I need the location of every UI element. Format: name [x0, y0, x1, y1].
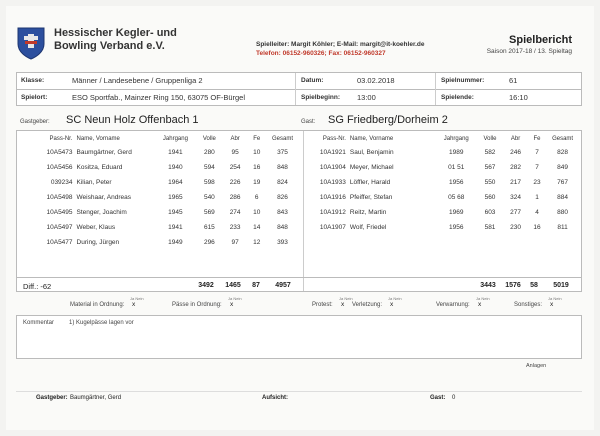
scores-box — [16, 130, 582, 292]
cell-gesamt: 811 — [557, 224, 568, 231]
spielort-label: Spielort: — [21, 94, 48, 101]
table-row — [21, 205, 299, 220]
org-name — [54, 27, 177, 53]
cell-gesamt: 393 — [277, 239, 288, 246]
col-name: Name, Vorname — [349, 136, 394, 142]
col-fe: Fe — [253, 136, 261, 142]
contact-line2: Telefon: 06152-960326; Fax: 06152-960327 — [256, 50, 386, 57]
col-jahrgang: Jahrgang — [443, 136, 469, 142]
check-label: Sonstiges: — [514, 302, 543, 308]
home-total-fe: 87 — [252, 282, 260, 289]
check-label: Pässe in Ordnung: — [172, 302, 222, 308]
home-team-name: SC Neun Holz Offenbach 1 — [66, 114, 199, 126]
cell-abr: 246 — [510, 149, 521, 156]
ja-nein-header: Ja Nein — [339, 296, 353, 301]
hkbv-logo-icon — [16, 26, 46, 60]
check-mark[interactable]: x — [478, 301, 482, 308]
table-row — [21, 160, 299, 175]
cell-jahrgang: 01 51 — [448, 164, 465, 171]
cell-passnr: 10A1904 — [319, 164, 346, 171]
cell-fe: 1 — [535, 194, 539, 201]
cell-volle: 615 — [203, 224, 215, 231]
cell-jahrgang: 1949 — [168, 239, 183, 246]
col-volle: Volle — [483, 136, 497, 142]
check-label: Verwarnung: — [436, 302, 470, 308]
cell-jahrgang: 1964 — [168, 179, 183, 186]
cell-jahrgang: 1940 — [168, 164, 183, 171]
org-name-line2: Bowling Verband e.V. — [54, 40, 165, 52]
klasse-value: Männer / Landesebene / Gruppenliga 2 — [72, 76, 203, 85]
check-mark[interactable]: x — [132, 301, 136, 308]
cell-name: Wolf, Friedel — [349, 224, 387, 231]
cell-passnr: 10A5498 — [46, 194, 73, 201]
spielnummer-value: 61 — [509, 76, 518, 85]
cell-abr: 233 — [229, 224, 241, 231]
cell-abr: 97 — [231, 239, 239, 246]
cell-name: During, Jürgen — [76, 239, 120, 246]
footer-gastgeber-value: Baumgärtner, Gerd — [70, 395, 122, 401]
cell-name: Löffler, Harald — [349, 179, 391, 186]
cell-gesamt: 884 — [557, 194, 569, 201]
cell-jahrgang: 1941 — [168, 224, 183, 231]
cell-jahrgang: 1989 — [449, 149, 464, 156]
cell-volle: 594 — [203, 164, 215, 171]
col-jahrgang: Jahrgang — [162, 136, 188, 142]
datum-label: Datum: — [301, 77, 324, 84]
home-player-table — [21, 133, 299, 250]
guest-team-name: SG Friedberg/Dorheim 2 — [328, 114, 448, 126]
col-passnr: Pass-Nr. — [49, 136, 73, 142]
cell-jahrgang: 1965 — [168, 194, 183, 201]
cell-gesamt: 375 — [277, 149, 288, 156]
check-mark[interactable]: x — [390, 301, 394, 308]
cell-gesamt: 828 — [557, 149, 569, 156]
cell-name: Kilian, Peter — [76, 179, 112, 186]
cell-passnr: 10A1907 — [319, 224, 346, 231]
cell-name: Reitz, Martin — [349, 209, 387, 216]
cell-volle: 569 — [203, 209, 215, 216]
cell-gesamt: 843 — [277, 209, 288, 216]
spielort-value: ESO Sportfab., Mainzer Ring 150, 63075 OF-Bürgel — [72, 93, 246, 102]
ja-nein-header: Ja Nein — [388, 296, 402, 301]
cell-volle: 540 — [203, 194, 215, 201]
col-passnr: Pass-Nr. — [322, 136, 346, 142]
cell-name: Baumgärtner, Gerd — [76, 149, 132, 156]
cell-abr: 282 — [510, 164, 521, 171]
cell-passnr: 10A1933 — [319, 179, 346, 186]
cell-abr: 274 — [229, 209, 241, 216]
check-mark[interactable]: x — [341, 301, 345, 308]
cell-volle: 582 — [484, 149, 496, 156]
cell-gesamt: 848 — [277, 224, 288, 231]
spielbeginn-label: Spielbeginn: — [301, 94, 340, 101]
ja-nein-header: Ja Nein — [228, 296, 242, 301]
cell-fe: 14 — [253, 224, 261, 231]
col-abr: Abr — [230, 136, 240, 142]
home-table-header — [21, 133, 299, 145]
cell-fe: 12 — [253, 239, 261, 246]
cell-passnr: 039234 — [50, 179, 73, 186]
cell-gesamt: 767 — [557, 179, 569, 186]
table-row — [307, 220, 579, 235]
cell-volle: 567 — [484, 164, 496, 171]
ja-nein-header: Ja Nein — [476, 296, 490, 301]
check-mark[interactable]: x — [550, 301, 554, 308]
col-gesamt: Gesamt — [552, 136, 574, 142]
cell-abr: 230 — [510, 224, 521, 231]
cell-passnr: 10A1912 — [319, 209, 346, 216]
cell-name: Pfeiffer, Stefan — [349, 194, 393, 201]
footer-gastgeber-label: Gastgeber: — [36, 395, 68, 401]
col-gesamt: Gesamt — [271, 136, 293, 142]
cell-gesamt: 880 — [557, 209, 569, 216]
col-abr: Abr — [510, 136, 521, 142]
cell-abr: 95 — [231, 149, 239, 156]
cell-passnr: 10A5456 — [46, 164, 73, 171]
home-team-label: Gastgeber: — [20, 119, 50, 125]
guest-player-table — [307, 133, 579, 235]
check-label: Verletzung: — [352, 302, 383, 308]
guest-total-gesamt: 5019 — [553, 282, 569, 289]
cell-passnr: 10A1916 — [319, 194, 346, 201]
spielende-value: 16:10 — [509, 93, 528, 102]
cell-jahrgang: 1945 — [168, 209, 183, 216]
cell-fe: 16 — [253, 164, 261, 171]
org-name-line1: Hessischer Kegler- und — [54, 27, 177, 39]
cell-jahrgang: 1941 — [168, 149, 183, 156]
ja-nein-header: Ja Nein — [130, 296, 144, 301]
col-fe: Fe — [533, 136, 541, 142]
col-name: Name, Vorname — [76, 136, 120, 142]
cell-abr: 277 — [510, 209, 521, 216]
cell-jahrgang: 1969 — [449, 209, 464, 216]
contact-info — [256, 40, 425, 58]
cell-abr: 286 — [229, 194, 241, 201]
cell-abr: 226 — [229, 179, 241, 186]
footer-aufsicht-label: Aufsicht: — [262, 395, 288, 401]
cell-fe: 16 — [533, 224, 541, 231]
guest-total-abr: 1576 — [505, 282, 521, 289]
guest-total-volle: 3443 — [480, 282, 496, 289]
contact-line1: Spielleiter: Margit Köhler; E-Mail: margit@it-koehler.de — [256, 41, 425, 48]
table-row — [307, 190, 579, 205]
spielbeginn-value: 13:00 — [357, 93, 376, 102]
home-total-volle: 3492 — [198, 282, 214, 289]
table-row — [307, 160, 579, 175]
cell-passnr: 10A1921 — [319, 149, 346, 156]
cell-volle: 581 — [484, 224, 496, 231]
footer-gast-label: Gast: — [430, 395, 446, 401]
cell-name: Meyer, Michael — [349, 164, 394, 171]
match-info-box — [16, 72, 582, 106]
home-total-gesamt: 4957 — [275, 282, 291, 289]
cell-passnr: 10A5497 — [46, 224, 73, 231]
cell-fe: 23 — [533, 179, 541, 186]
table-row — [21, 175, 299, 190]
cell-gesamt: 848 — [277, 164, 288, 171]
cell-name: Weishaar, Andreas — [76, 194, 131, 201]
table-row — [307, 175, 579, 190]
cell-gesamt: 826 — [277, 194, 288, 201]
kommentar-text: 1) Kugelpässe lagen vor — [69, 320, 134, 326]
footer-gast-value: 0 — [452, 395, 456, 401]
cell-fe: 10 — [253, 209, 261, 216]
cell-fe: 6 — [254, 194, 259, 201]
table-row — [21, 190, 299, 205]
cell-volle: 598 — [203, 179, 215, 186]
cell-abr: 254 — [229, 164, 241, 171]
cell-gesamt: 824 — [277, 179, 288, 186]
cell-volle: 550 — [484, 179, 496, 186]
anlagen-label: Anlagen — [526, 363, 547, 369]
ja-nein-header: Ja Nein — [548, 296, 562, 301]
cell-name: Saul, Benjamin — [349, 149, 394, 156]
cell-abr: 217 — [510, 179, 521, 186]
cell-name: Weber, Klaus — [76, 224, 116, 231]
cell-jahrgang: 05 68 — [448, 194, 465, 201]
table-row — [21, 235, 299, 250]
cell-passnr: 10A5495 — [46, 209, 73, 216]
datum-value: 03.02.2018 — [357, 76, 395, 85]
cell-jahrgang: 1956 — [449, 224, 464, 231]
cell-fe: 7 — [535, 149, 539, 156]
cell-volle: 603 — [484, 209, 496, 216]
klasse-label: Klasse: — [21, 77, 45, 84]
home-total-abr: 1465 — [225, 282, 241, 289]
check-label: Material in Ordnung: — [70, 302, 125, 308]
kommentar-label: Kommentar — [23, 320, 55, 326]
table-row — [21, 145, 299, 160]
cell-name: Kositza, Eduard — [76, 164, 123, 171]
guest-team-label: Gast: — [301, 119, 316, 125]
cell-fe: 4 — [535, 209, 539, 216]
cell-fe: 7 — [535, 164, 539, 171]
cell-volle: 280 — [203, 149, 215, 156]
page-subtitle: Saison 2017-18 / 13. Spieltag — [486, 48, 572, 55]
cell-fe: 10 — [253, 149, 261, 156]
table-row — [21, 220, 299, 235]
guest-table-header — [307, 133, 579, 145]
cell-passnr: 10A5473 — [46, 149, 73, 156]
cell-volle: 560 — [484, 194, 496, 201]
check-mark[interactable]: x — [230, 301, 234, 308]
cell-name: Stenger, Joachim — [76, 209, 127, 216]
check-label: Protest: — [312, 302, 333, 308]
table-row — [307, 205, 579, 220]
col-volle: Volle — [202, 136, 216, 142]
page-title: Spielbericht — [509, 34, 572, 46]
kommentar-box — [16, 315, 582, 359]
table-row — [307, 145, 579, 160]
cell-abr: 324 — [510, 194, 521, 201]
cell-jahrgang: 1956 — [449, 179, 464, 186]
spielnummer-label: Spielnummer: — [441, 77, 485, 84]
cell-volle: 296 — [203, 239, 215, 246]
cell-passnr: 10A5477 — [46, 239, 73, 246]
diff-value: Diff.: -62 — [23, 282, 52, 291]
guest-total-fe: 58 — [530, 282, 538, 289]
spielbericht-page — [6, 6, 594, 430]
cell-fe: 19 — [253, 179, 261, 186]
cell-gesamt: 849 — [557, 164, 569, 171]
checks-row — [16, 296, 582, 312]
spielende-label: Spielende: — [441, 94, 474, 101]
